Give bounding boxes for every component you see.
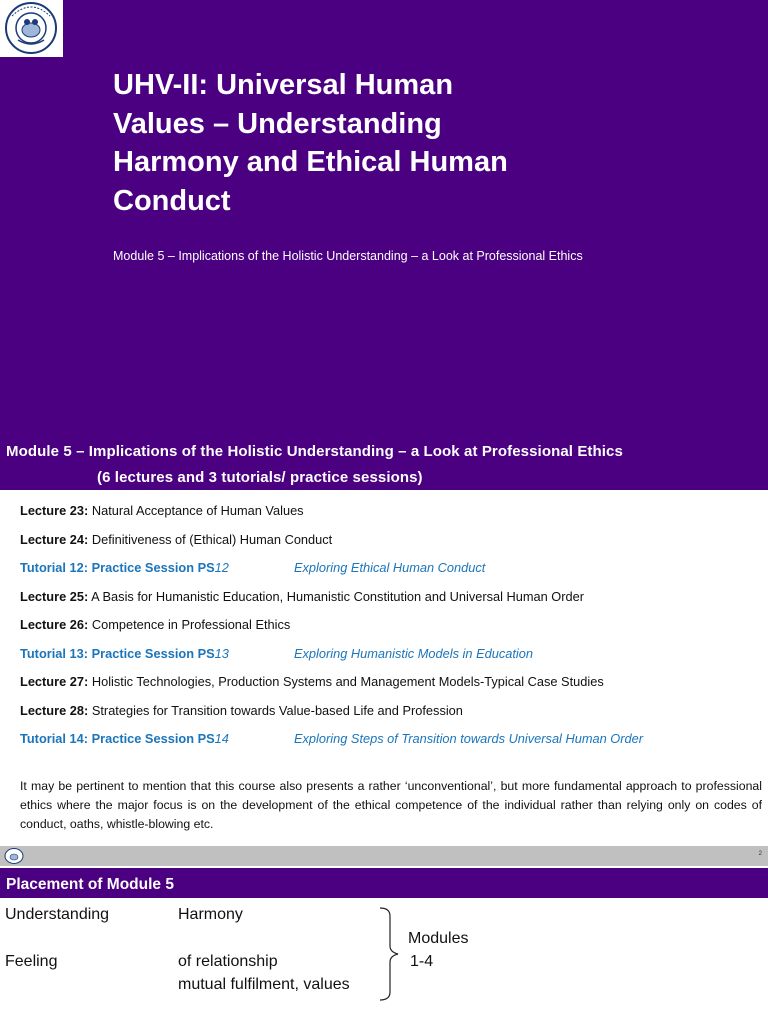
lecture-title: A Basis for Humanistic Education, Humanistic Constitution and Universal Human Order <box>88 588 585 604</box>
placement-heading-text: Placement of Module 5 <box>6 876 174 893</box>
lecture-title: Natural Acceptance of Human Values <box>88 503 304 518</box>
course-note-paragraph: It may be pertinent to mention that this course also presents a rather ‘unconventional’, but more fundamental approach to professional ethics where the major focus is on the development of the ethical competence of the individual rather than relying only on codes of conduct, oaths, whistle-blowing etc. <box>20 779 762 831</box>
lecture-label: Lecture 24: <box>20 531 89 547</box>
title-line: Conduct <box>113 184 231 217</box>
tutorial-topic: Exploring Ethical Human Conduct <box>294 560 486 575</box>
lecture-label: Lecture 25: <box>20 588 89 604</box>
tutorial-label: Tutorial 12: Practice Session PS <box>20 560 215 575</box>
understanding-label: Understanding <box>5 906 110 923</box>
feeling-label: Feeling <box>5 953 58 970</box>
mutual-fulfilment-label: mutual fulfilment, values <box>178 976 350 993</box>
slide-footer <box>0 846 768 866</box>
module-heading <box>0 430 768 490</box>
lecture-label: Lecture 23: <box>20 503 89 518</box>
tutorial-topic: Exploring Humanistic Models in Education <box>294 645 533 661</box>
modules-range: 1-4 <box>410 953 434 970</box>
lecture-label: Lecture 27: <box>20 674 89 689</box>
title-line: UHV-II: Universal Human <box>113 69 454 101</box>
list-item <box>20 503 760 532</box>
lecture-list <box>20 503 760 760</box>
lecture-label: Lecture 26: <box>20 617 89 632</box>
tutorial-label: Tutorial 13: Practice Session PS <box>20 645 215 661</box>
university-logo <box>0 0 63 57</box>
lecture-title: Competence in Professional Ethics <box>88 617 291 632</box>
list-item <box>20 674 760 703</box>
list-item <box>20 617 760 646</box>
tutorial-number: 12 <box>214 560 229 575</box>
module-heading-line2: (6 lectures and 3 tutorials/ practice sessions) <box>97 469 423 486</box>
harmony-label: Harmony <box>178 906 243 923</box>
lecture-title: Definitiveness of (Ethical) Human Conduct <box>88 531 333 547</box>
lecture-title: Holistic Technologies, Production Systems and Management Models-Typical Case Studies <box>88 674 604 689</box>
list-item <box>20 589 760 618</box>
tutorial-label: Tutorial 14: Practice Session PS <box>20 731 215 746</box>
lecture-title: Strategies for Transition towards Value-based Life and Profession <box>88 702 463 718</box>
tutorial-number: 14 <box>214 731 229 746</box>
title-line: Harmony and Ethical Human <box>113 146 508 178</box>
slide-subtitle: Module 5 – Implications of the Holistic Understanding – a Look at Professional Ethics <box>113 249 583 263</box>
list-item <box>20 532 760 561</box>
module-heading-line1: Module 5 – Implications of the Holistic Understanding – a Look at Professional Ethics <box>6 443 623 460</box>
footer-logo-icon <box>3 847 25 865</box>
tutorial-number: 13 <box>214 645 229 661</box>
title-line: Values – Understanding <box>113 107 442 140</box>
relationship-label: of relationship <box>178 953 278 970</box>
title-slide <box>0 0 768 430</box>
page-number: 2 <box>758 851 762 857</box>
tutorial-item <box>20 731 760 760</box>
lecture-label: Lecture 28: <box>20 702 89 718</box>
modules-label: Modules <box>408 930 469 947</box>
tutorial-item <box>20 646 760 675</box>
tutorial-topic: Exploring Steps of Transition towards Universal Human Order <box>294 731 643 746</box>
right-brace-icon <box>370 906 400 1002</box>
list-item <box>20 703 760 732</box>
placement-heading <box>0 868 768 898</box>
slide-title <box>113 66 713 220</box>
tutorial-item <box>20 560 760 589</box>
